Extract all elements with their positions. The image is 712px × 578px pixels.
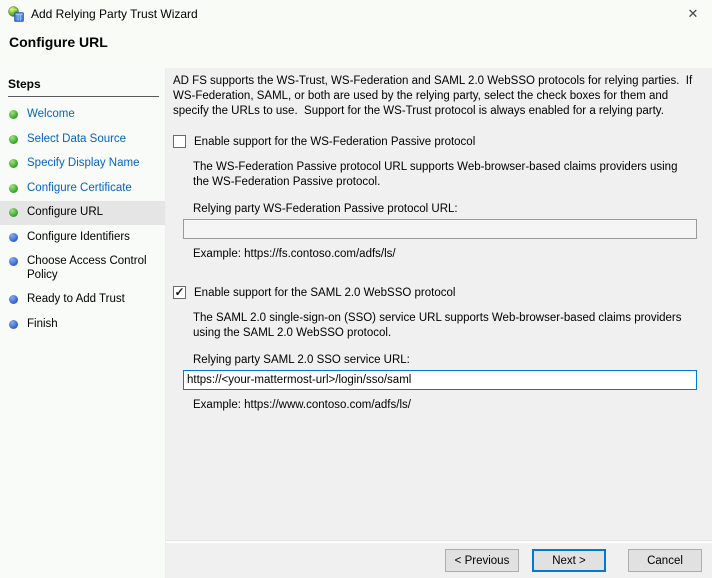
step-done-bullet-icon bbox=[9, 184, 18, 193]
wsfed-checkbox-label[interactable]: Enable support for the WS-Federation Passive protocol bbox=[194, 135, 476, 148]
previous-button[interactable]: < Previous bbox=[445, 549, 519, 572]
saml-url-input[interactable] bbox=[183, 370, 697, 390]
wsfed-description: The WS-Federation Passive protocol URL supports Web-browser-based claims providers using the WS-Federation Passive protocol. bbox=[193, 161, 681, 188]
saml-checkbox-label[interactable]: Enable support for the SAML 2.0 WebSSO protocol bbox=[194, 286, 456, 299]
step-done-bullet-icon bbox=[9, 135, 18, 144]
step-upcoming-bullet-icon bbox=[9, 295, 18, 304]
sidebar-item-welcome[interactable]: Welcome bbox=[0, 103, 165, 127]
window-title: Add Relying Party Trust Wizard bbox=[31, 7, 198, 21]
wizard-page-content bbox=[166, 68, 712, 578]
steps-sidebar bbox=[0, 68, 166, 578]
step-upcoming-bullet-icon bbox=[9, 233, 18, 242]
sidebar-item-choose-access-control-policy: Choose Access Control Policy bbox=[0, 250, 165, 287]
saml-checkbox-row bbox=[173, 286, 700, 299]
sidebar-item-specify-display-name[interactable]: Specify Display Name bbox=[0, 152, 165, 176]
saml-url-label: Relying party SAML 2.0 SSO service URL: bbox=[193, 354, 410, 366]
steps-header: Steps bbox=[8, 77, 159, 97]
sidebar-item-finish: Finish bbox=[0, 313, 165, 337]
wsfed-url-label: Relying party WS-Federation Passive protocol URL: bbox=[193, 203, 458, 215]
wsfed-checkbox-row bbox=[173, 135, 700, 148]
page-header bbox=[0, 28, 712, 68]
next-button[interactable]: Next > bbox=[532, 549, 606, 572]
cancel-button[interactable]: Cancel bbox=[628, 549, 702, 572]
step-upcoming-bullet-icon bbox=[9, 257, 18, 266]
wsfed-url-input[interactable] bbox=[183, 219, 697, 239]
saml-description: The SAML 2.0 single-sign-on (SSO) service URL supports Web-browser-based claims providers using the SAML 2.0 WebSSO protocol. bbox=[193, 312, 685, 339]
wizard-app-icon bbox=[8, 6, 24, 22]
saml-example-text: Example: https://www.contoso.com/adfs/ls/ bbox=[193, 399, 411, 411]
wizard-button-bar bbox=[166, 541, 712, 578]
wsfed-enable-checkbox[interactable] bbox=[173, 135, 186, 148]
intro-text: AD FS supports the WS-Trust, WS-Federation and SAML 2.0 WebSSO protocols for relying parties. If WS-Federation, SAML, or both are used by the relying party, select the check boxes for them and specify the URLs to use. Support for the WS-Trust protocol is always enabled for a relying party. bbox=[173, 75, 696, 117]
sidebar-item-configure-identifiers: Configure Identifiers bbox=[0, 226, 165, 250]
sidebar-item-configure-url: Configure URL bbox=[0, 201, 165, 225]
title-bar bbox=[0, 0, 712, 28]
saml-enable-checkbox[interactable] bbox=[173, 286, 186, 299]
wsfed-example-text: Example: https://fs.contoso.com/adfs/ls/ bbox=[193, 248, 396, 260]
sidebar-item-ready-to-add-trust: Ready to Add Trust bbox=[0, 288, 165, 312]
step-current-bullet-icon bbox=[9, 208, 18, 217]
page-title: Configure URL bbox=[9, 34, 108, 50]
close-icon[interactable]: ✕ bbox=[687, 6, 699, 21]
step-done-bullet-icon bbox=[9, 159, 18, 168]
step-done-bullet-icon bbox=[9, 110, 18, 119]
step-upcoming-bullet-icon bbox=[9, 320, 18, 329]
sidebar-item-configure-certificate[interactable]: Configure Certificate bbox=[0, 177, 165, 201]
sidebar-item-select-data-source[interactable]: Select Data Source bbox=[0, 128, 165, 152]
